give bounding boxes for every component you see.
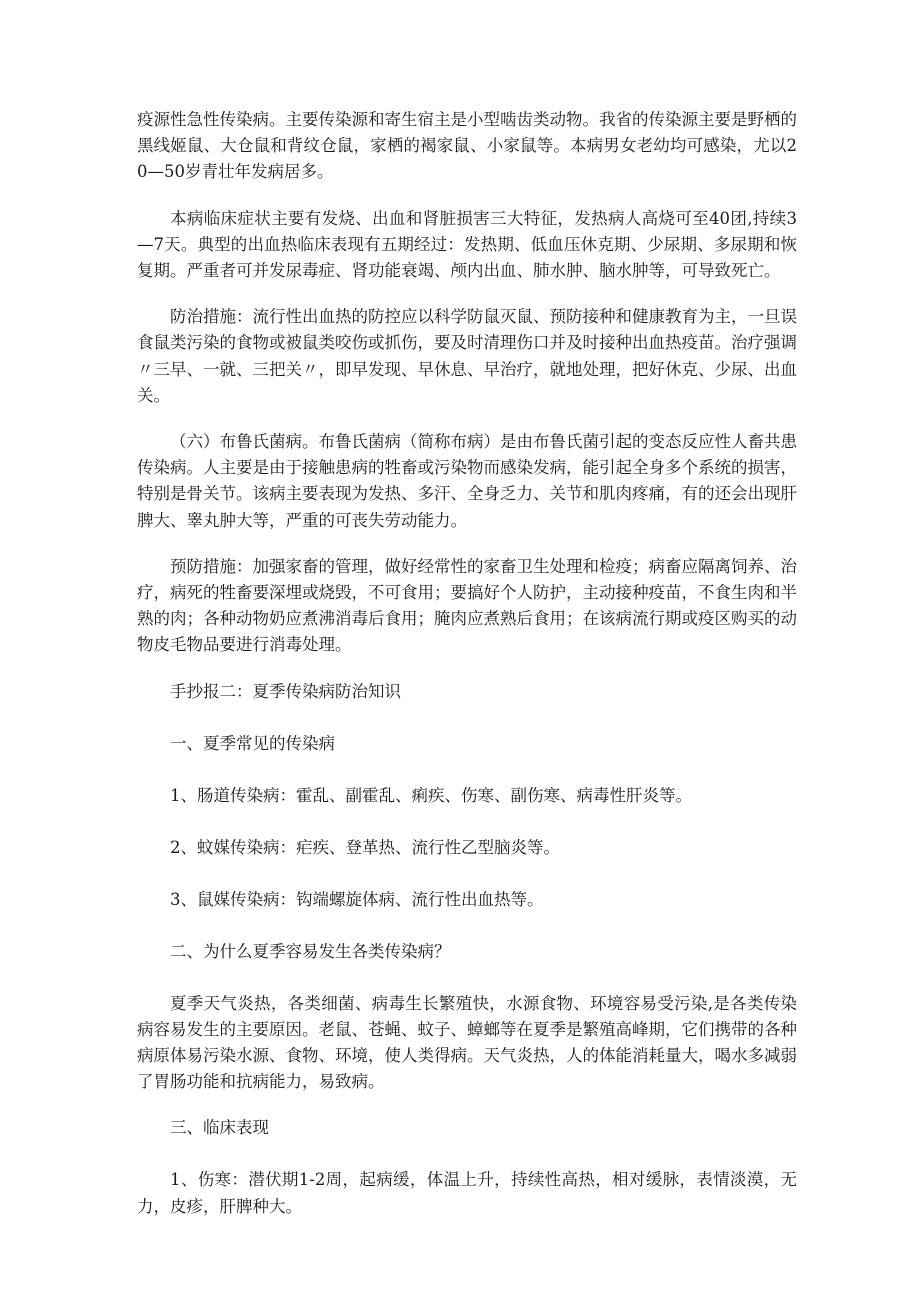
paragraph-brucellosis: （六）布鲁氏菌病。布鲁氏菌病（简称布病）是由布鲁氏菌引起的变态反应性人畜共患传染病。人主要是由于接触患病的牲畜或污染物而感染发病，能引起全身多个系统的损害，特别是骨关节。该病主要表现为发热、多汗、全身乏力、关节和肌肉疼痛，有的还会出现肝脾大、睾丸肿大等，严重的可丧失劳动能力。 xyxy=(137,432,797,530)
heading-common-diseases: 一、夏季常见的传染病 xyxy=(170,733,335,753)
heading-why-summer: 二、为什么夏季容易发生各类传染病？ xyxy=(170,941,451,961)
paragraph-hemorrhagic-fever-symptoms: 本病临床症状主要有发烧、出血和肾脏损害三大特征，发热病人高烧可至40团,持续3—7天。典型的出血热临床表现有五期经过：发热期、低血压休克期、少尿期、多尿期和恢复期。严重者可并发尿毒症、肾功能衰竭、颅内出血、肺水肿、脑水肿等，可导致死亡。 xyxy=(137,208,797,281)
list-item-rodent: 3、鼠媒传染病：钩端螺旋体病、流行性出血热等。 xyxy=(170,889,544,909)
section-title-poster-two: 手抄报二：夏季传染病防治知识 xyxy=(170,681,401,701)
list-item-intestinal: 1、肠道传染病：霍乱、副霍乱、痢疾、伤寒、副伤寒、病毒性肝炎等。 xyxy=(170,785,692,805)
paragraph-brucellosis-prevention: 预防措施：加强家畜的管理，做好经常性的家畜卫生处理和检疫；病畜应隔离饲养、治疗，病死的牲畜要深埋或烧毁，不可食用；要搞好个人防护，主动接种疫苗，不食生肉和半熟的肉；各种动物奶应煮沸消毒后食用；腌肉应煮熟后食用；在该病流行期或疫区购买的动物皮毛物品要进行消毒处理。 xyxy=(137,556,797,655)
paragraph-hemorrhagic-fever-prevention: 防治措施：流行性出血热的防控应以科学防鼠灭鼠、预防接种和健康教育为主，一旦误食鼠类污染的食物或被鼠类咬伤或抓伤，要及时清理伤口并及时接种出血热疫苗。治疗强调〃三早、一就、三把关〃，即早发现、早休息、早治疗，就地处理，把好休克、少尿、出血关。 xyxy=(137,307,797,405)
paragraph-why-summer: 夏季天气炎热，各类细菌、病毒生长繁殖快，水源食物、环境容易受污染,是各类传染病容易发生的主要原因。老鼠、苍蝇、蚊子、蟑螂等在夏季是繁殖高峰期，它们携带的各种病原体易污染水源、食物、环境，使人类得病。天气炎热，人的体能消耗量大，喝水多减弱了胃肠功能和抗病能力，易致病。 xyxy=(137,993,797,1092)
list-item-mosquito: 2、蚊媒传染病：疟疾、登革热、流行性乙型脑炎等。 xyxy=(170,837,560,857)
heading-clinical: 三、临床表现 xyxy=(170,1118,269,1138)
document-page xyxy=(137,107,797,1240)
paragraph-typhoid: 1、伤寒：潜伏期1-2周，起病缓，体温上升，持续性高热，相对缓脉，表情淡漠，无力，皮疹，肝脾种大。 xyxy=(137,1170,797,1216)
paragraph-hemorrhagic-fever-source: 疫源性急性传染病。主要传染源和寄生宿主是小型啮齿类动物。我省的传染源主要是野栖的黑线姬鼠、大仓鼠和背纹仓鼠，家栖的褐家鼠、小家鼠等。本病男女老幼均可感染，尤以20—50岁青壮年发病居多。 xyxy=(137,110,797,182)
